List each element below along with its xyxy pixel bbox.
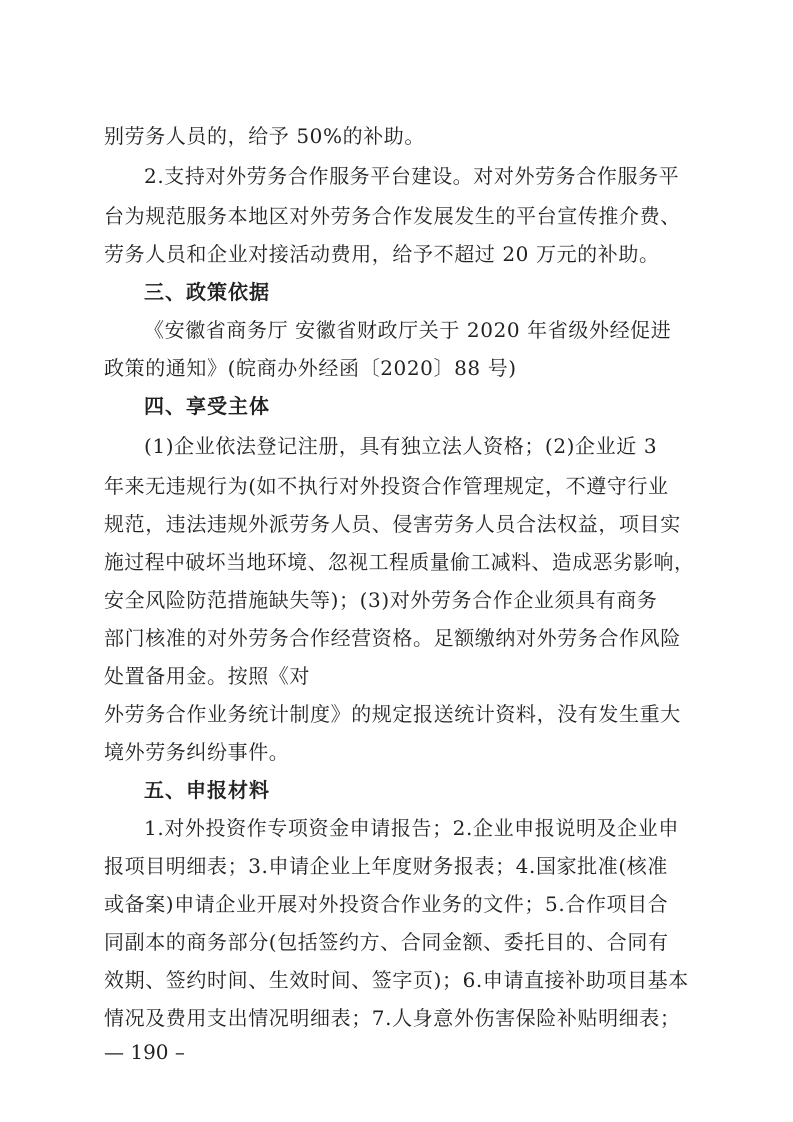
paragraph-line: 境外劳务纠纷事件。 <box>104 740 290 764</box>
paragraph-line: 部门核准的对外劳务合作经营资格。足额缴纳对外劳务合作风险 <box>104 626 681 650</box>
paragraph-line: 台为规范服务本地区对外劳务合作发展发生的平台宣传推介费、 <box>104 204 681 228</box>
section-heading-eligible-entities: 四、享受主体 <box>144 394 270 418</box>
paragraph-line: 同副本的商务部分(包括签约方、合同金额、委托目的、合同有 <box>104 930 669 954</box>
section-heading-policy-basis: 三、政策依据 <box>144 280 270 304</box>
paragraph-line: (1)企业依法登记注册，具有独立法人资格；(2)企业近 3 <box>144 434 658 458</box>
paragraph-line: 2.支持对外劳务合作服务平台建设。对对外劳务合作服务平 <box>144 164 680 188</box>
paragraph-line: 劳务人员和企业对接活动费用，给予不超过 20 万元的补助。 <box>104 242 660 266</box>
paragraph-line: 政策的通知》(皖商办外经函〔2020〕88 号) <box>104 356 517 380</box>
section-heading-application-materials: 五、申报材料 <box>144 778 270 802</box>
paragraph-line: 或备案)申请企业开展对外投资合作业务的文件；5.合作项目合 <box>104 892 669 916</box>
paragraph-line: 效期、签约时间、生效时间、签字页)；6.申请直接补助项目基本 <box>104 968 689 992</box>
paragraph-line: 安全风险防范措施缺失等)；(3)对外劳务合作企业须具有商务 <box>104 588 658 612</box>
paragraph-line: 情况及费用支出情况明细表；7.人身意外伤害保险补贴明细表； <box>104 1006 681 1030</box>
paragraph-line: 规范，违法违规外派劳务人员、侵害劳务人员合法权益，项目实 <box>104 512 681 536</box>
paragraph-line: 报项目明细表；3.申请企业上年度财务报表；4.国家批准(核准 <box>104 854 668 878</box>
paragraph-line: 施过程中破坏当地环境、忽视工程质量偷工减料、造成恶劣影响， <box>104 550 695 574</box>
paragraph-line: 处置备用金。按照《对 <box>104 664 310 688</box>
paragraph-line: 别劳务人员的，给予 50%的补助。 <box>104 124 426 148</box>
paragraph-line: 《安徽省商务厅 安徽省财政厅关于 2020 年省级外经促进 <box>144 318 672 342</box>
paragraph-line: 年来无违规行为(如不执行对外投资合作管理规定，不遵守行业 <box>104 474 669 498</box>
page-number: — 190 – <box>104 1040 185 1064</box>
paragraph-line: 外劳务合作业务统计制度》的规定报送统计资料，没有发生重大 <box>104 702 681 726</box>
paragraph-line: 1.对外投资作专项资金申请报告；2.企业申报说明及企业申 <box>144 816 679 840</box>
